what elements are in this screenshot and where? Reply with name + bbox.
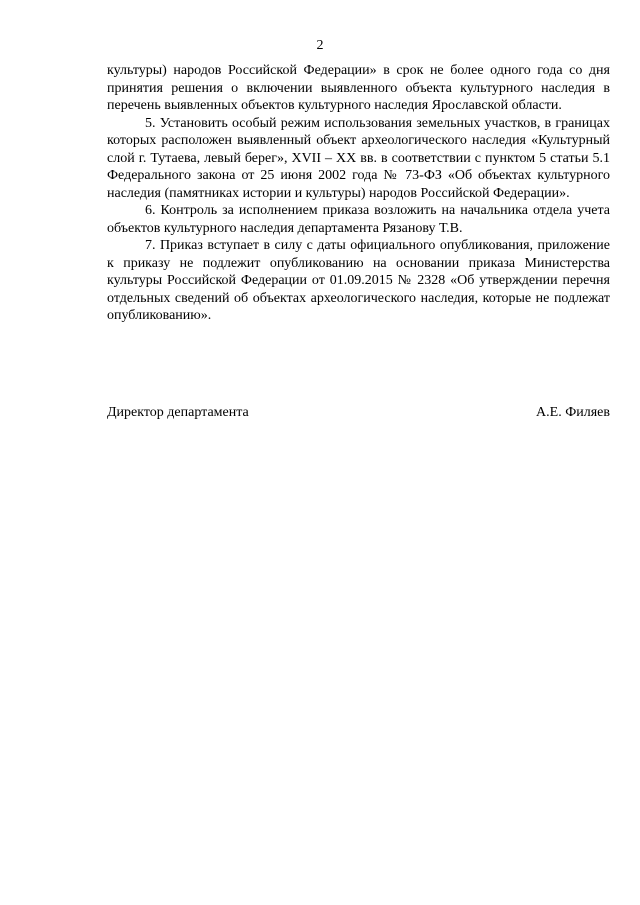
page-number: 2 — [316, 38, 324, 53]
document-body — [107, 62, 610, 325]
signature-block — [107, 405, 610, 421]
paragraph-item-6: 6. Контроль за исполнением приказа возложить на начальника отдела учета объектов культурного наследия департамента Рязанову Т.В. — [107, 203, 610, 236]
signature-position: Директор департамента — [107, 405, 249, 420]
paragraph-item-7: 7. Приказ вступает в силу с даты официального опубликования, приложение к приказу не подлежит опубликованию на основании приказа Министерства культуры Российской Федерации от 01.09.2015 № 2328 «Об утверждении перечня отдельных сведений об объектах археологического наследия, которые не подлежат опубликованию». — [107, 238, 610, 323]
signature-name: А.Е. Филяев — [536, 405, 610, 420]
paragraph-item-5: 5. Установить особый режим использования земельных участков, в границах которых расположен выявленный объект археологического наследия «Культурный слой г. Тутаева, левый берег», XVII – XX вв. в соответствии с пунктом 5 статьи 5.1 Федерального закона от 25 июня 2002 года № 73-ФЗ «Об объектах культурного наследия (памятниках истории и культуры) народов Российской Федерации». — [107, 115, 610, 201]
paragraph-continuation: культуры) народов Российской Федерации» в срок не более одного года со дня принятия решения о включении выявленного объекта культурного наследия в перечень выявленных объектов культурного наследия Ярославской области. — [107, 63, 610, 113]
